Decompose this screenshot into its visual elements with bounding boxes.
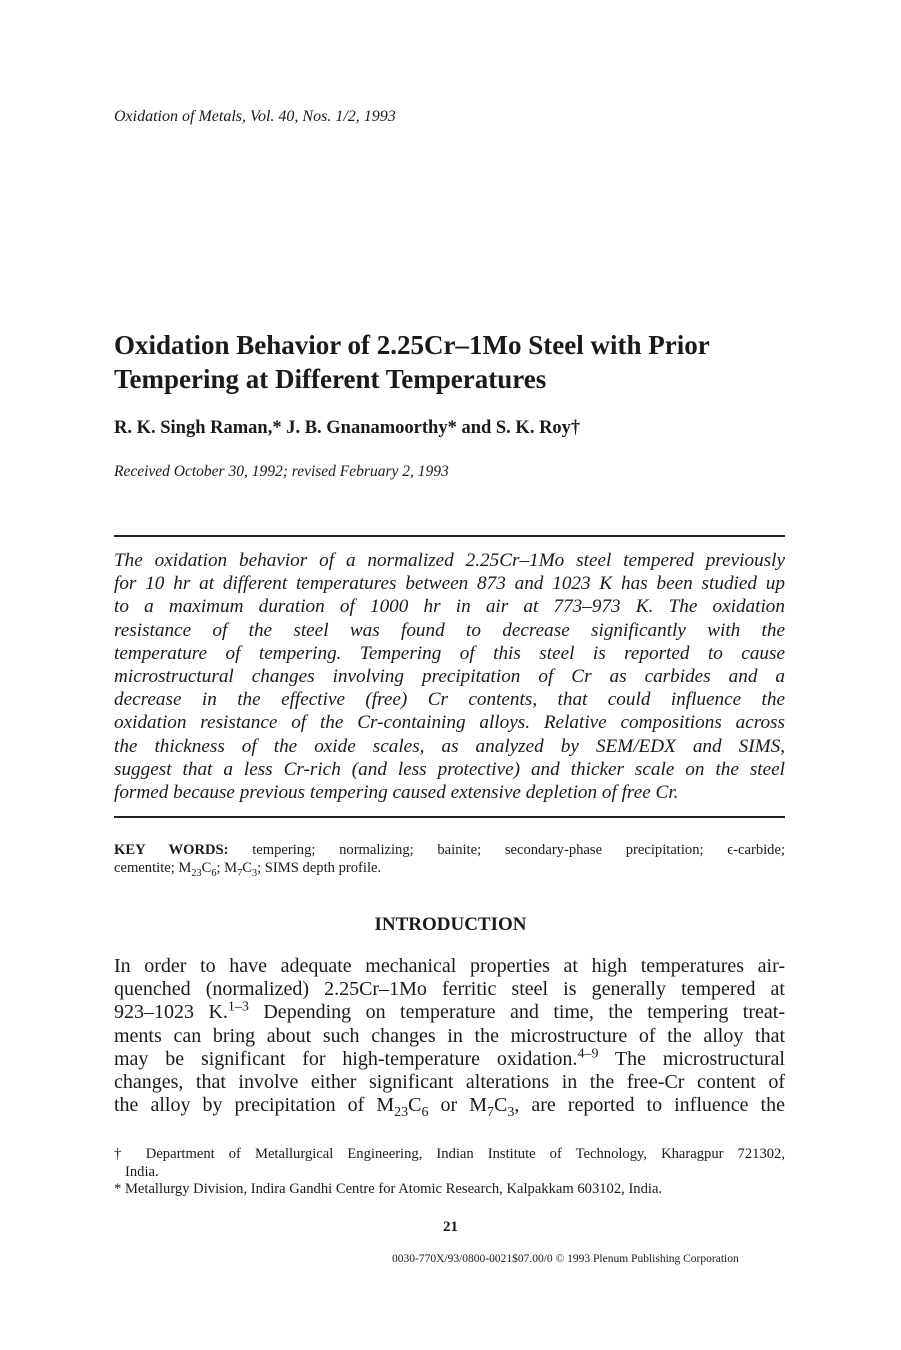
abstract-line: temperature of tempering. Tempering of this steel is reported to cause bbox=[114, 642, 785, 664]
subscript: 23 bbox=[394, 1105, 409, 1121]
keywords bbox=[114, 841, 785, 877]
body-text-run: C bbox=[408, 1094, 422, 1117]
body-text-run: or M bbox=[428, 1094, 488, 1117]
body-line: In order to have adequate mechanical properties at high temperatures air- bbox=[114, 955, 785, 977]
abstract-bottom-rule bbox=[114, 816, 785, 818]
received-dates: Received October 30, 1992; revised February 2, 1993 bbox=[114, 463, 449, 480]
body-line: ments can bring about such changes in the microstructure of the alloy that bbox=[114, 1024, 785, 1047]
journal-citation: Oxidation of Metals, Vol. 40, Nos. 1/2, 1993 bbox=[114, 108, 396, 125]
abstract-line: formed because previous tempering caused extensive depletion of free Cr. bbox=[114, 782, 679, 804]
footnote-dagger-continued: India. bbox=[125, 1163, 159, 1180]
keywords-line-2 bbox=[114, 859, 785, 877]
keywords-text: cementite; M bbox=[114, 860, 192, 876]
keywords-line-1 bbox=[114, 841, 785, 859]
body-line bbox=[114, 1001, 785, 1024]
abstract-line: microstructural changes involving precipitation of Cr as carbides and a bbox=[114, 666, 785, 688]
keywords-text: tempering; normalizing; bainite; secondary-phase precipitation; ϵ-carbide; bbox=[252, 842, 785, 858]
section-heading: INTRODUCTION bbox=[374, 914, 527, 935]
body-text bbox=[114, 955, 785, 1121]
footnote-dagger: † Department of Metallurgical Engineering, Indian Institute of Technology, Kharagpur 721302, bbox=[114, 1146, 785, 1162]
body-text-run: may be significant for high-temperature oxidation. bbox=[114, 1047, 578, 1070]
citation-superscript: 4–9 bbox=[577, 1046, 599, 1062]
title-line-1: Oxidation Behavior of 2.25Cr–1Mo Steel with Prior bbox=[114, 330, 710, 360]
body-text-run: C bbox=[494, 1094, 508, 1117]
keywords-text: ; M bbox=[216, 860, 238, 876]
abstract-line: The oxidation behavior of a normalized 2.25Cr–1Mo steel tempered previously bbox=[114, 550, 785, 571]
footnotes bbox=[114, 1146, 785, 1199]
abstract-line: suggest that a less Cr-rich (and less protective) and thicker scale on the steel bbox=[114, 758, 785, 780]
title-line-2: Tempering at Different Temperatures bbox=[114, 364, 547, 394]
authors: R. K. Singh Raman,* J. B. Gnanamoorthy* and S. K. Roy† bbox=[114, 418, 581, 438]
body-text-run: the alloy by precipitation of M bbox=[114, 1094, 395, 1117]
abstract-line: resistance of the steel was found to decrease significantly with the bbox=[114, 619, 785, 641]
subscript: 6 bbox=[211, 867, 217, 879]
subscript: 6 bbox=[421, 1105, 429, 1121]
body-line bbox=[114, 1048, 785, 1071]
abstract bbox=[114, 549, 785, 804]
abstract-line: to a maximum duration of 1000 hr in air at 773–973 K. The oxidation bbox=[114, 596, 785, 618]
footnote-asterisk: * Metallurgy Division, Indira Gandhi Centre for Atomic Research, Kalpakkam 603102, India. bbox=[114, 1181, 663, 1197]
abstract-line: oxidation resistance of the Cr-containing alloys. Relative compositions across bbox=[114, 712, 785, 734]
citation-superscript: 1–3 bbox=[227, 999, 249, 1015]
abstract-top-rule bbox=[114, 535, 785, 537]
body-line bbox=[114, 1094, 785, 1121]
abstract-line: for 10 hr at different temperatures between 873 and 1023 K has been studied up bbox=[114, 573, 785, 595]
abstract-line: decrease in the effective (free) Cr contents, that could influence the bbox=[114, 689, 785, 711]
copyright-line: 0030-770X/93/0800-0021$07.00/0 © 1993 Plenum Publishing Corporation bbox=[392, 1253, 739, 1265]
body-text-run: The microstructural bbox=[598, 1047, 785, 1070]
body-text-run: , are reported to influence the bbox=[514, 1094, 785, 1117]
subscript: 3 bbox=[252, 867, 258, 879]
subscript: 7 bbox=[487, 1105, 495, 1121]
page-number: 21 bbox=[443, 1219, 458, 1235]
article-title bbox=[114, 328, 794, 396]
body-text-run: Depending on temperature and time, the tempering treat- bbox=[248, 1001, 785, 1024]
keywords-text: C bbox=[242, 860, 252, 876]
abstract-line: the thickness of the oxide scales, as analyzed by SEM/EDX and SIMS, bbox=[114, 735, 785, 757]
keywords-text: C bbox=[201, 860, 212, 876]
keywords-label: KEY WORDS: bbox=[114, 842, 229, 858]
subscript: 23 bbox=[191, 867, 202, 879]
subscript: 7 bbox=[237, 867, 243, 879]
keywords-text: ; SIMS depth profile. bbox=[257, 860, 382, 876]
body-line: changes, that involve either significant alterations in the free-Cr content of bbox=[114, 1071, 785, 1094]
body-text-run: 923–1023 K. bbox=[114, 1001, 228, 1024]
subscript: 3 bbox=[507, 1105, 515, 1121]
body-line: quenched (normalized) 2.25Cr–1Mo ferritic steel is generally tempered at bbox=[114, 978, 785, 1001]
